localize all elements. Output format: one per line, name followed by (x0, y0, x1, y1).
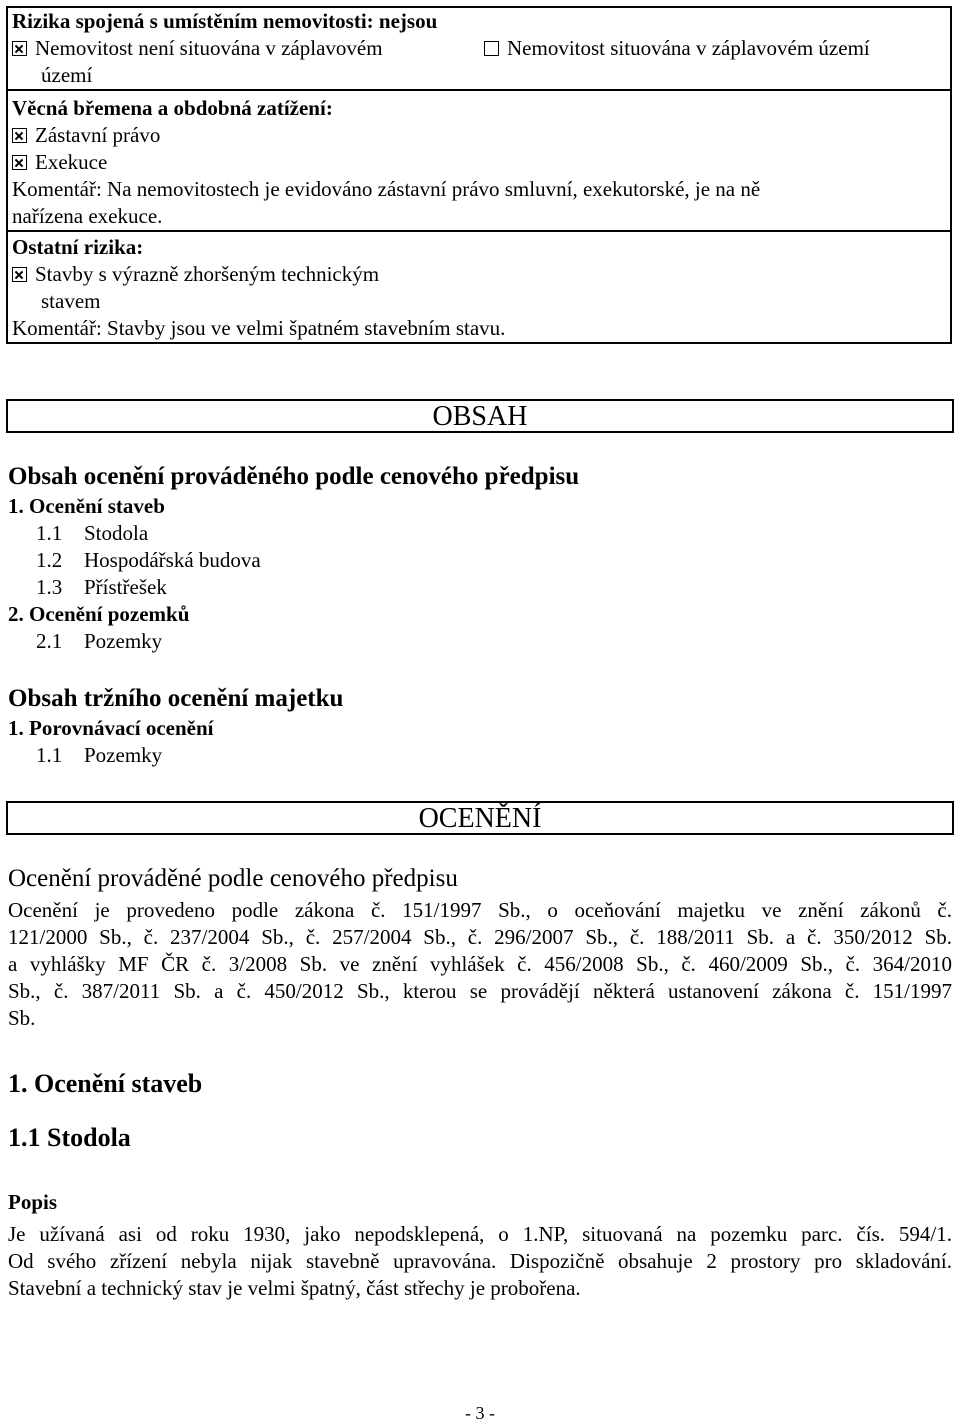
popis-line: Od svého zřízení nebyla nijak stavebně upravována. Dispozičně obsahuje 2 prostory pro skladování. (8, 1249, 952, 1273)
law-line: 121/2000 Sb., č. 237/2004 Sb., č. 257/2004 Sb., č. 296/2007 Sb., č. 188/2011 Sb. a č. 350/2012 Sb. (8, 925, 952, 949)
law-line: Ocenění je provedeno podle zákona č. 151/1997 Sb., o oceňování majetku ve znění zákonů č. (8, 898, 952, 922)
toc-sub-plots-market[interactable] (36, 742, 162, 769)
popis-line: Stavební a technický stav je velmi špatný, část střechy je probořena. (8, 1276, 581, 1300)
heading-buildings: 1. Ocenění staveb (8, 1069, 203, 1098)
other-comment: Komentář: Stavby jsou ve velmi špatném stavebním stavu. (12, 316, 506, 340)
popis-line: Je užívaná asi od roku 1930, jako nepodsklepená, o 1.NP, situovaná na pozemku parc. čís. 594/1. (8, 1222, 952, 1246)
burden-comment-cont: nařízena exekuce. (12, 204, 163, 228)
unchecked-checkbox-icon (484, 41, 499, 56)
toc-sub-label: Hospodářská budova (84, 548, 261, 572)
toc-sub-barn[interactable] (36, 520, 148, 547)
law-line: Sb., č. 387/2011 Sb. a č. 450/2012 Sb., kterou se provádějí některá ustanovení zákona č. 151/1997 (8, 979, 952, 1003)
burden-item-pledge (12, 122, 946, 149)
toc-sub-farm-building[interactable] (36, 547, 261, 574)
risk-other-section (6, 230, 952, 344)
burden-comment: Komentář: Na nemovitostech je evidováno zástavní právo smluvní, exekutorské, je na ně (12, 177, 761, 201)
toc-item-land[interactable]: 2. Ocenění pozemků (8, 602, 190, 626)
law-paragraph (8, 897, 952, 1032)
flood-option-left-label: Nemovitost není situována v záplavovém (35, 36, 383, 60)
law-line: Sb. (8, 1006, 36, 1030)
checked-checkbox-icon (12, 128, 27, 143)
toc-title-market-valuation: Obsah tržního ocenění majetku (8, 685, 344, 712)
heading-barn: 1.1 Stodola (8, 1123, 131, 1152)
toc-sub-shelter[interactable] (36, 574, 167, 601)
flood-option-right-label: Nemovitost situována v záplavovém území (507, 36, 870, 60)
burden-item-label: Zástavní právo (35, 123, 161, 147)
flood-heading: Rizika spojená s umístěním nemovitosti: nejsou (12, 9, 438, 33)
popis-paragraph (8, 1221, 952, 1302)
toc-item-comparative[interactable]: 1. Porovnávací ocenění (8, 716, 214, 740)
toc-sub-number: 1.2 (36, 548, 63, 572)
risk-flood-section (6, 6, 952, 89)
risk-burden-section (6, 89, 952, 230)
toc-sub-number: 1.1 (36, 521, 63, 545)
checked-checkbox-icon (12, 155, 27, 170)
burden-item-execution (12, 149, 946, 176)
other-heading: Ostatní rizika: (12, 235, 144, 259)
flood-option-right (484, 35, 870, 62)
flood-option-left (12, 35, 946, 62)
burden-heading: Věcná břemena a obdobná zatížení: (12, 96, 333, 120)
valuation-title: Ocenění prováděné podle cenového předpisu (8, 865, 458, 892)
toc-sub-label: Pozemky (84, 743, 163, 767)
toc-title-price-regulation: Obsah ocenění prováděného podle cenového předpisu (8, 463, 580, 490)
toc-item-buildings[interactable]: 1. Ocenění staveb (8, 494, 165, 518)
other-item-cont: stavem (41, 289, 101, 313)
toc-sub-number: 2.1 (36, 629, 63, 653)
toc-sub-label: Pozemky (84, 629, 163, 653)
popis-label: Popis (8, 1190, 58, 1214)
toc-sub-label: Přístřešek (84, 575, 167, 599)
other-item (12, 261, 946, 288)
law-line: a vyhlášky MF ČR č. 3/2008 Sb. ve znění vyhlášek č. 456/2008 Sb., č. 460/2009 Sb., č. 364/2010 (8, 952, 952, 976)
checked-checkbox-icon (12, 267, 27, 282)
flood-option-left-cont: území (41, 63, 93, 87)
toc-sub-plots[interactable] (36, 628, 162, 655)
toc-sub-number: 1.1 (36, 743, 63, 767)
obsah-banner: OBSAH (6, 399, 954, 433)
burden-item-label: Exekuce (35, 150, 108, 174)
toc-sub-label: Stodola (84, 521, 149, 545)
other-item-label: Stavby s výrazně zhoršeným technickým (35, 262, 380, 286)
checked-checkbox-icon (12, 41, 27, 56)
toc-sub-number: 1.3 (36, 575, 63, 599)
oceneni-banner: OCENĚNÍ (6, 801, 954, 835)
page-number: - 3 - (465, 1403, 495, 1423)
